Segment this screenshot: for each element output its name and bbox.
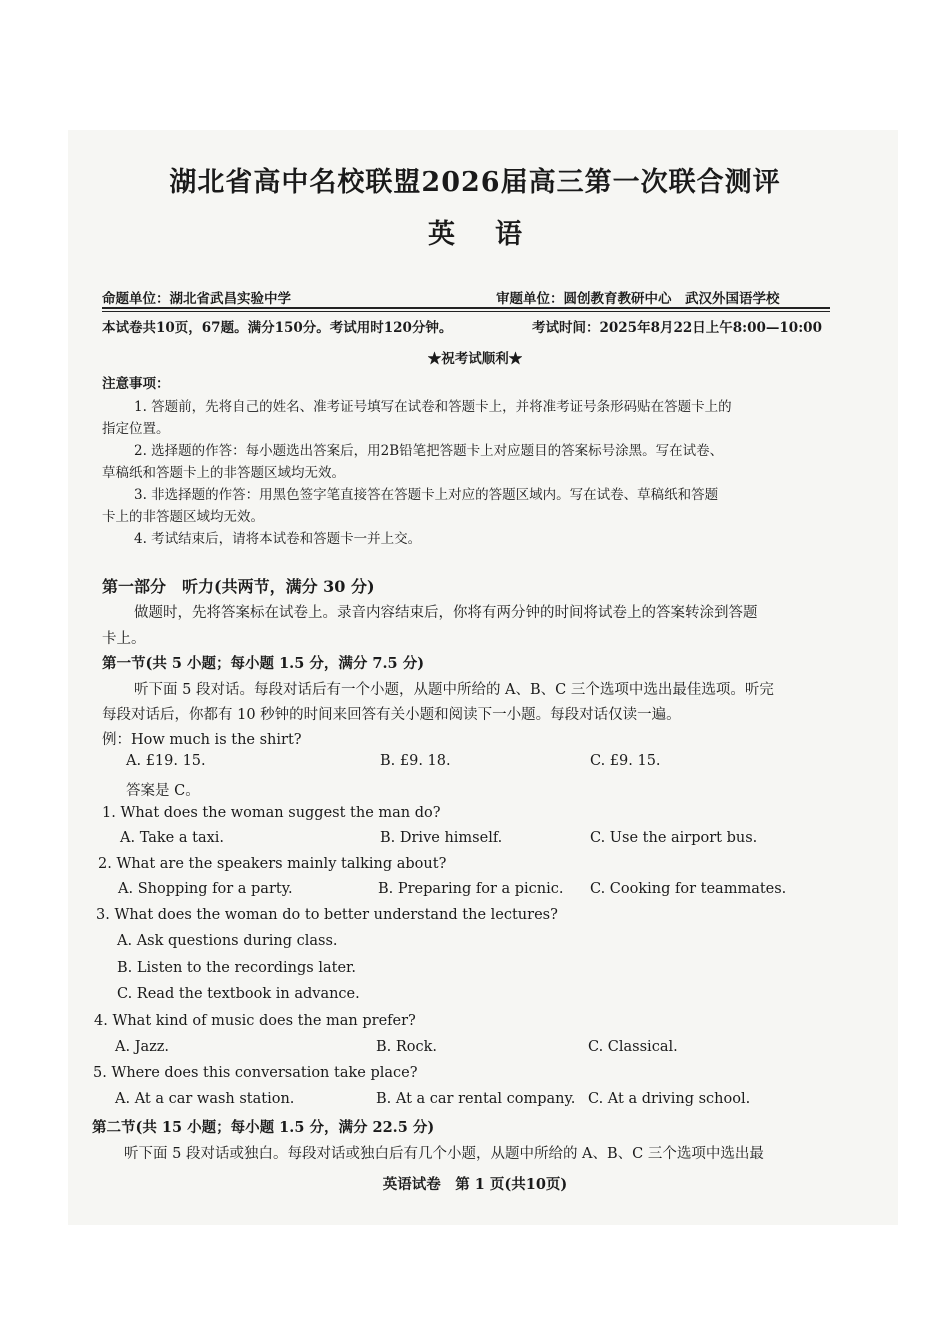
setter-unit: 命题单位：湖北省武昌实验中学 [102,291,291,307]
question-3: 3. What does the woman do to better understand the lectures? [96,907,558,923]
q1-option-a: A. Take a taxi. [120,830,225,846]
q4-option-c: C. Classical. [588,1039,678,1055]
reviewer-unit: 审题单位：圆创教育教研中心 武汉外国语学校 [496,291,780,307]
question-5: 5. Where does this conversation take place? [93,1065,418,1081]
q4-option-b: B. Rock. [376,1039,438,1055]
paper-info: 本试卷共10页，67题。满分150分。考试用时120分钟。 [102,320,453,336]
part1-intro: 卡上。 [102,631,146,647]
note-line: 3. 非选择题的作答：用黑色签字笔直接答在答题卡上对应的答题区域内。写在试卷、草稿纸和答题 [134,487,719,503]
notes-heading: 注意事项： [102,376,170,392]
blessing: ★祝考试顺利★ [427,351,523,367]
q5-option-a: A. At a car wash station. [115,1091,295,1107]
section1-intro: 听下面 5 段对话。每段对话后有一个小题，从题中所给的 A、B、C 三个选项中选出最佳选项。听完 [134,682,774,698]
example-question: 例：How much is the shirt? [102,732,302,748]
example-option-b: B. £9. 18. [380,753,451,769]
note-line: 卡上的非答题区域均无效。 [102,509,264,525]
page-footer: 英语试卷 第 1 页(共10页) [382,1176,568,1193]
section2-intro: 听下面 5 段对话或独白。每段对话或独白后有几个小题，从题中所给的 A、B、C 三个选项中选出最 [124,1146,764,1162]
q2-option-b: B. Preparing for a picnic. [378,881,564,897]
q5-option-c: C. At a driving school. [588,1091,751,1107]
question-2: 2. What are the speakers mainly talking about? [98,856,447,872]
part1-intro: 做题时，先将答案标在试卷上。录音内容结束后，你将有两分钟的时间将试卷上的答案转涂到答题 [134,605,758,621]
exam-title: 湖北省高中名校联盟2026届高三第一次联合测评 [169,167,781,198]
question-1: 1. What does the woman suggest the man do? [102,805,441,821]
exam-time: 考试时间：2025年8月22日上午8:00—10:00 [532,320,822,336]
subject-title: 英语 [428,219,562,250]
q2-option-c: C. Cooking for teammates. [590,881,787,897]
q3-option-b: B. Listen to the recordings later. [117,960,356,976]
section1-heading: 第一节(共 5 小题；每小题 1.5 分，满分 7.5 分) [102,655,425,672]
section2-heading: 第二节(共 15 小题；每小题 1.5 分，满分 22.5 分) [92,1119,435,1136]
note-line: 1. 答题前，先将自己的姓名、准考证号填写在试卷和答题卡上，并将准考证号条形码贴在答题卡上的 [134,399,732,415]
example-option-c: C. £9. 15. [590,753,661,769]
note-line: 2. 选择题的作答：每小题选出答案后，用2B铅笔把答题卡上对应题目的答案标号涂黑。写在试卷、 [134,443,724,459]
example-option-a: A. £19. 15. [126,753,206,769]
q5-option-b: B. At a car rental company. [376,1091,576,1107]
q3-option-c: C. Read the textbook in advance. [117,986,360,1002]
q1-option-c: C. Use the airport bus. [590,830,758,846]
note-line: 草稿纸和答题卡上的非答题区域均无效。 [102,465,345,481]
example-answer: 答案是 C。 [126,783,200,799]
note-line: 4. 考试结束后，请将本试卷和答题卡一并上交。 [134,531,422,547]
note-line: 指定位置。 [102,421,170,437]
q2-option-a: A. Shopping for a party. [118,881,293,897]
divider-thin [102,311,830,312]
part1-heading: 第一部分 听力(共两节，满分 30 分) [102,577,375,596]
q1-option-b: B. Drive himself. [380,830,503,846]
q3-option-a: A. Ask questions during class. [117,933,338,949]
section1-intro: 每段对话后，你都有 10 秒钟的时间来回答有关小题和阅读下一小题。每段对话仅读一遍。 [102,707,681,723]
divider-thick [102,307,830,309]
q4-option-a: A. Jazz. [115,1039,170,1055]
question-4: 4. What kind of music does the man prefer? [94,1013,416,1029]
